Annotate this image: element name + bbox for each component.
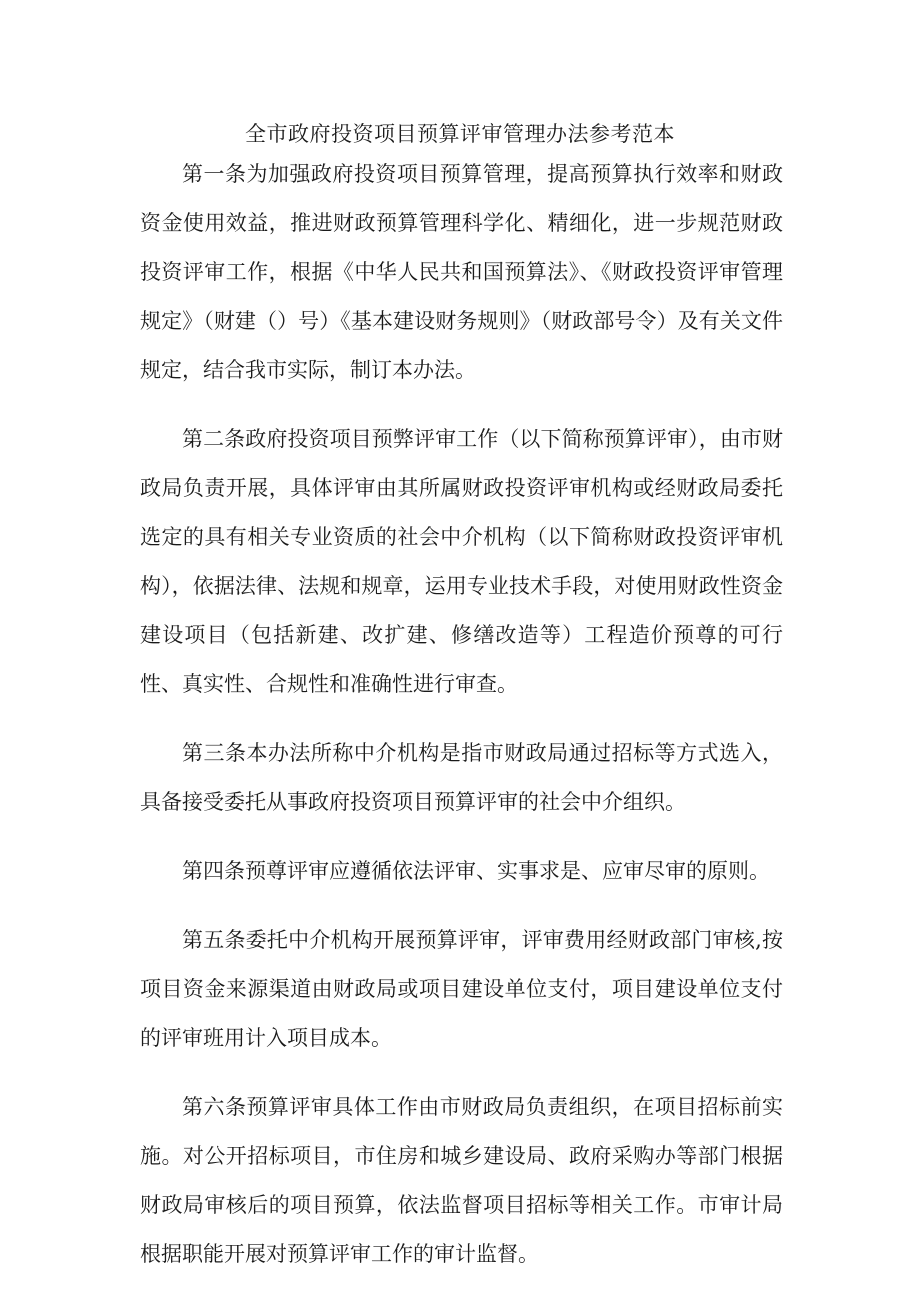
document-body	[140, 150, 783, 1299]
article-4-paragraph: 第四条预尊评审应遵循依法评审、实事求是、应审尽审的原则。	[182, 859, 770, 883]
article-6-paragraph: 第六条预算评审具体工作由市财政局负责组织，在项目招标前实施。对公开招标项目，市住房和城乡建设局、政府采购办等部门根据财政局审核后的项目预算，依法监督项目招标等相关工作。市审计局根据职能开展对预算评审工作的审计监督。	[140, 1095, 783, 1266]
article-3-paragraph: 第三条本办法所称中介机构是指市财政局通过招标等方式选入，具备接受委托从事政府投资项目预算评审的社会中介组织。	[140, 741, 783, 814]
article-5-paragraph: 第五条委托中介机构开展预算评审，评审费用经财政部门审核,按项目资金来源渠道由财政局或项目建设单位支付，项目建设单位支付的评审班用计入项目成本。	[140, 928, 783, 1050]
document-title: 全市政府投资项目预算评审管理办法参考范本	[245, 122, 675, 146]
article-1-paragraph: 第一条为加强政府投资项目预算管理，提高预算执行效率和财政资金使用效益，推进财政预算管理科学化、精细化，进一步规范财政投资评审工作，根据《中华人民共和国预算法》、《财政投资评审管理规定》（财建（）号）《基本建设财务规则》（财政部号令）及有关文件规定，结合我市实际，制订本办法。	[140, 162, 783, 382]
article-2-paragraph: 第二条政府投资项目预弊评审工作（以下简称预算评审），由市财政局负责开展，具体评审由其所属财政投资评审机构或经财政局委托选定的具有相关专业资质的社会中介机构（以下简称财政投资评审机构），依据法律、法规和规章，运用专业技术手段，对使用财政性资金建设项目（包括新建、改扩建、修缮改造等）工程造价预尊的可行性、真实性、合规性和准确性进行审查。	[140, 427, 783, 696]
